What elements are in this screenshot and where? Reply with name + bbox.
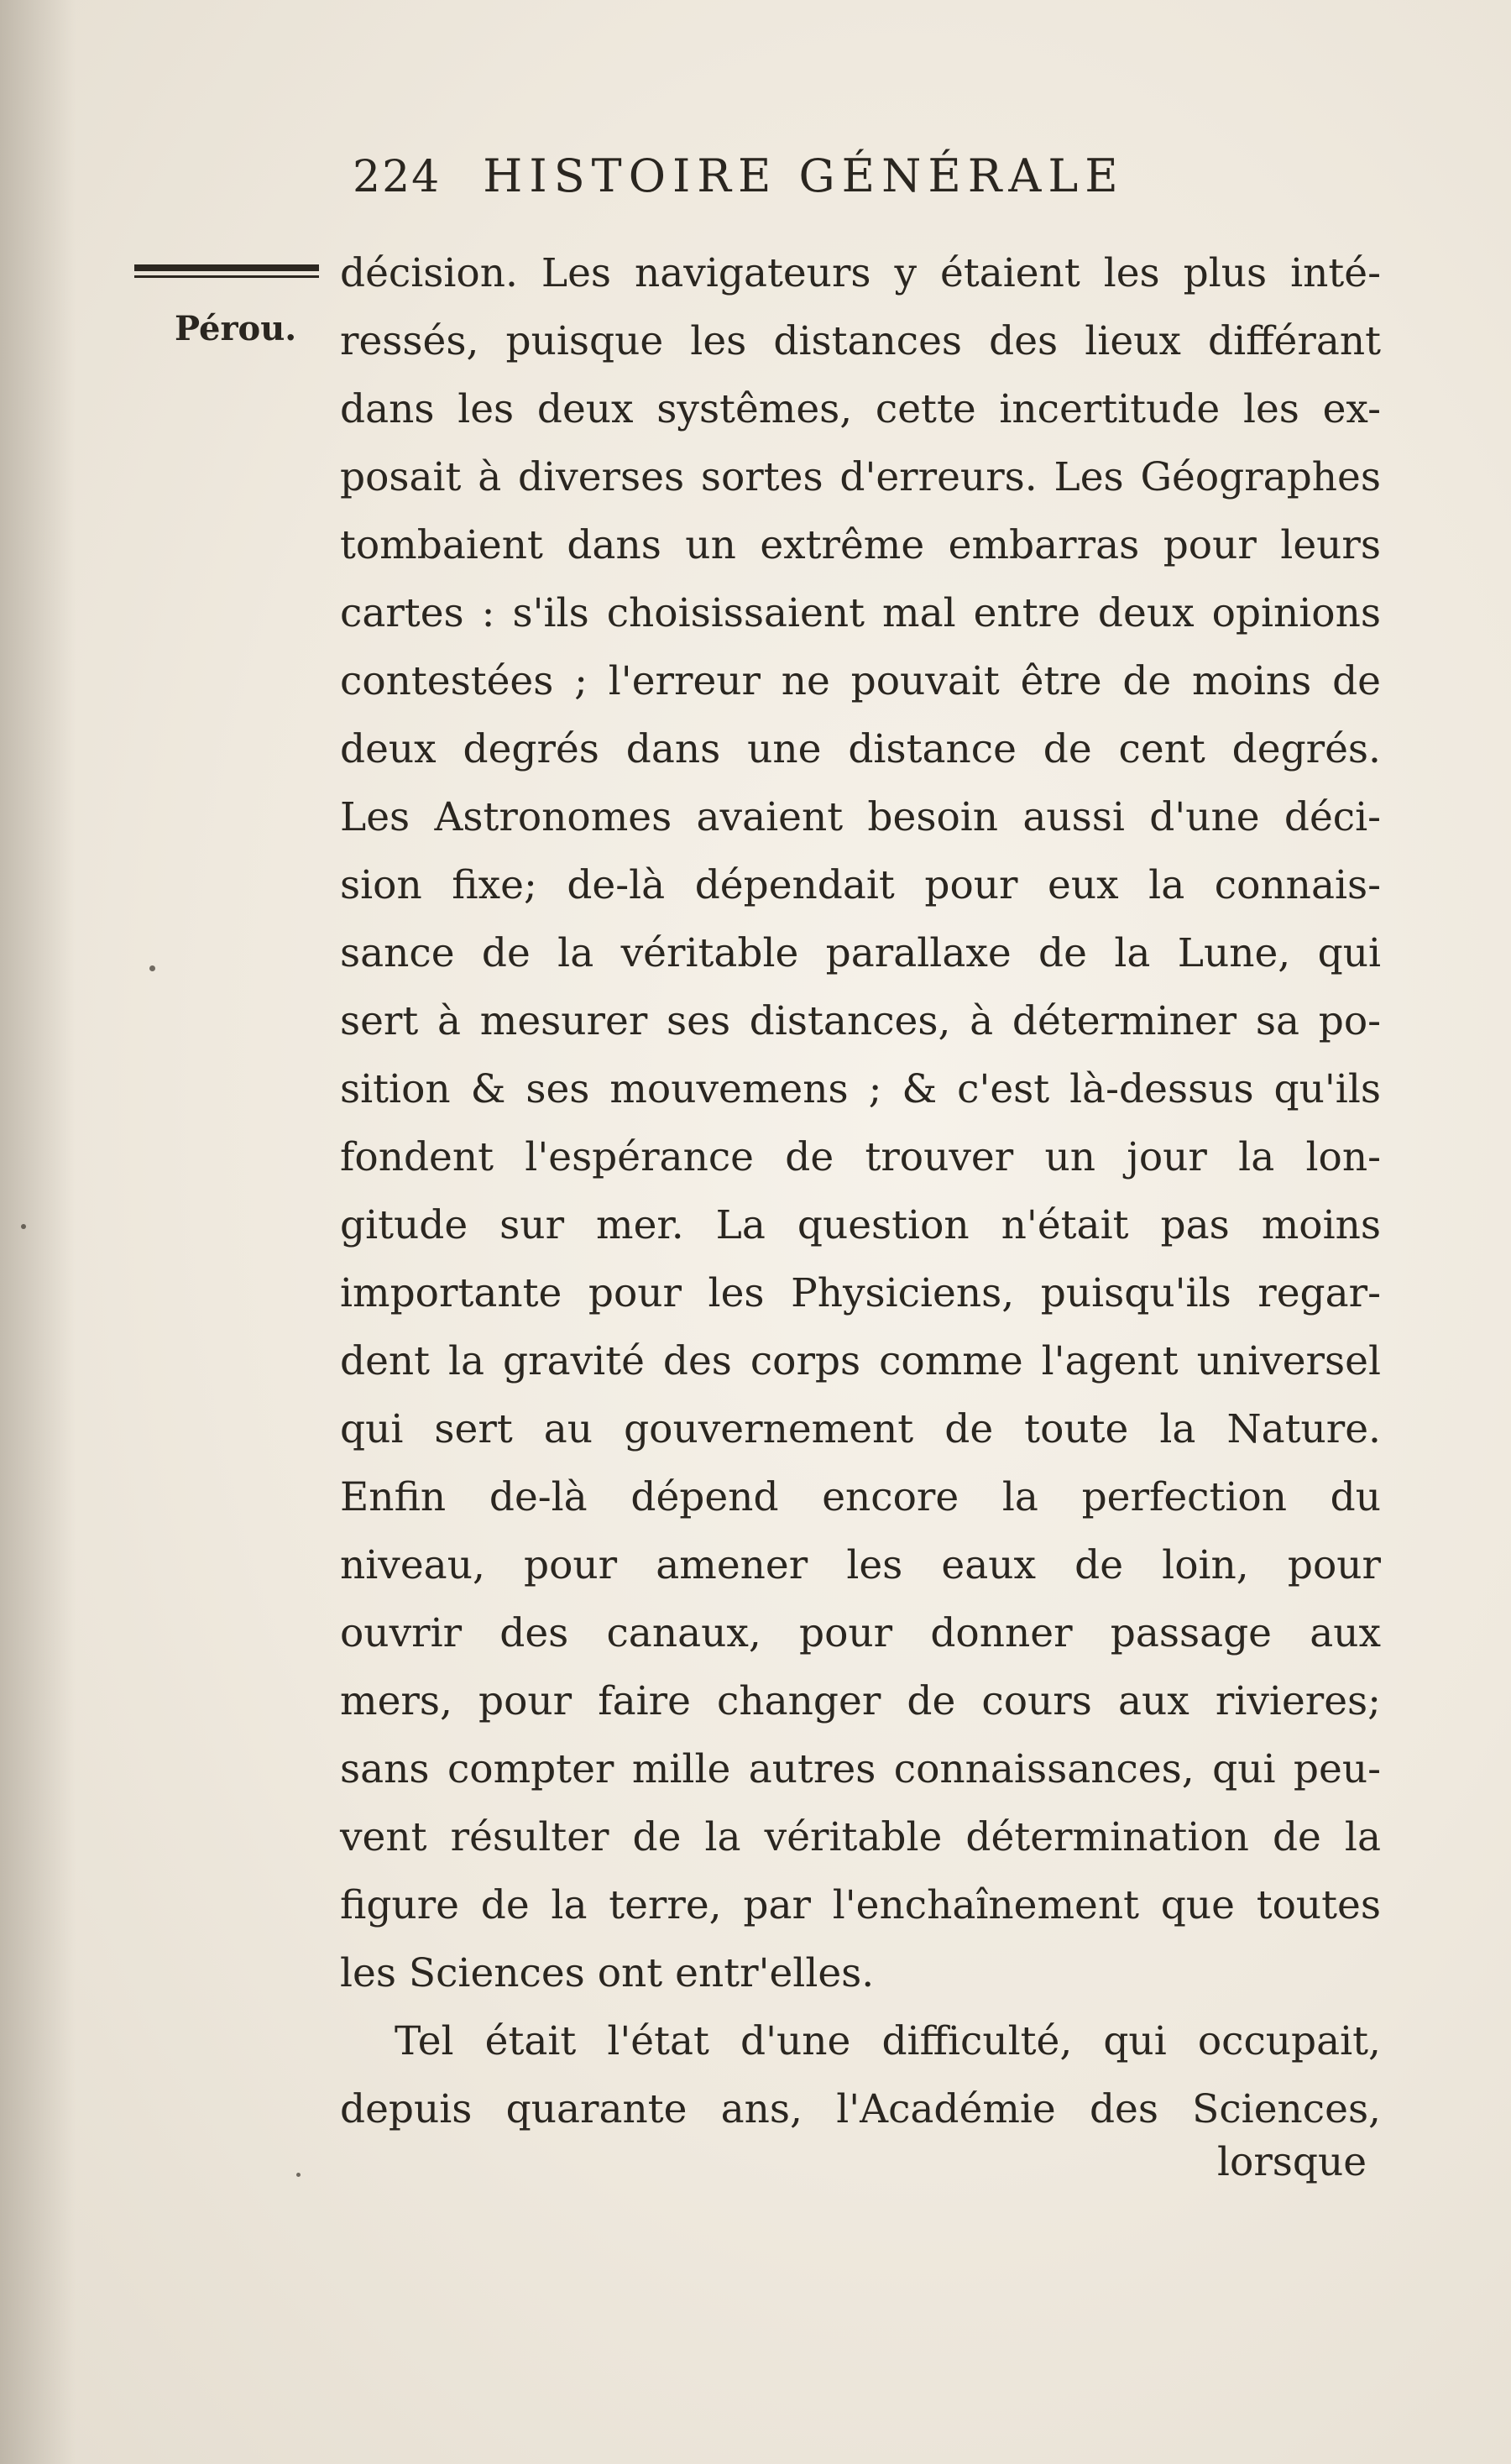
text-line: cartes : s'ils choisissaient mal entre deux opinions [340,590,1381,636]
text-line: sans compter mille autres connaissances, qui peu- [340,1746,1381,1792]
text-line: Tel était l'état d'une difficulté, qui occupait, [395,2018,1381,2064]
text-line: Enfin de-là dépend encore la perfection du [340,1474,1381,1520]
text-line: importante pour les Physiciens, puisqu'ils regar- [340,1270,1381,1316]
text-line: contestées ; l'erreur ne pouvait être de moins de [340,658,1381,704]
text-line: gitude sur mer. La question n'était pas moins [340,1202,1381,1248]
catchword: lorsque [1217,2139,1367,2185]
running-title: HISTOIRE GÉNÉRALE [483,149,1125,202]
text-line: posait à diverses sortes d'erreurs. Les Géographes [340,454,1381,500]
text-line: deux degrés dans une distance de cent degrés. [340,726,1381,772]
margin-rule-thin [134,275,319,278]
text-line: niveau, pour amener les eaux de loin, pour [340,1542,1381,1588]
margin-rule [134,264,319,283]
ink-speck [149,965,155,971]
text-line: mers, pour faire changer de cours aux rivieres; [340,1678,1381,1724]
text-line: sance de la véritable parallaxe de la Lune, qui [340,930,1381,976]
gutter-shadow [0,0,76,2464]
text-line: dans les deux systêmes, cette incertitude les ex- [340,386,1381,432]
margin-note: Pérou. [175,309,297,348]
text-line: Les Astronomes avaient besoin aussi d'une déci- [340,794,1381,840]
body-text [340,239,1381,2143]
text-line: les Sciences ont entr'elles. [340,1950,875,1996]
text-line: ressés, puisque les distances des lieux différant [340,318,1381,364]
text-line: depuis quarante ans, l'Académie des Sciences, [340,2086,1381,2132]
text-line: sion fixe; de-là dépendait pour eux la connais- [340,862,1381,908]
margin-rule-thick [134,264,319,271]
page-header [353,149,1276,217]
text-line: vent résulter de la véritable détermination de la [340,1814,1381,1860]
text-line: sition & ses mouvemens ; & c'est là-dessus qu'ils [340,1066,1381,1112]
text-line: dent la gravité des corps comme l'agent universel [340,1338,1381,1384]
text-line: ouvrir des canaux, pour donner passage aux [340,1610,1381,1656]
text-line: fondent l'espérance de trouver un jour la lon- [340,1134,1381,1180]
text-line: sert à mesurer ses distances, à déterminer sa po- [340,998,1381,1044]
text-line: figure de la terre, par l'enchaînement que toutes [340,1882,1381,1928]
ink-speck [21,1224,26,1229]
ink-speck [296,2173,301,2177]
text-line: décision. Les navigateurs y étaient les plus inté- [340,250,1381,296]
text-line: tombaient dans un extrême embarras pour leurs [340,522,1381,568]
page-number: 224 [353,152,442,202]
text-line: qui sert au gouvernement de toute la Nature. [340,1406,1381,1452]
